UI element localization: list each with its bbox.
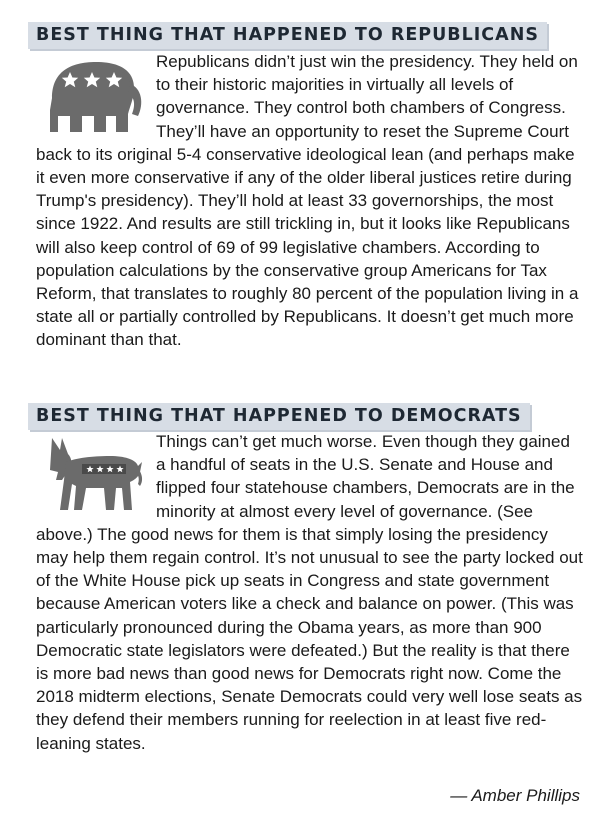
byline: — Amber Phillips (450, 786, 580, 805)
donkey-icon (42, 436, 146, 512)
democrats-heading: BEST THING THAT HAPPENED TO DEMOCRATS (28, 403, 530, 430)
republicans-article (36, 50, 584, 352)
republicans-body-text: Republicans didn’t just win the presidency. They held on to their historic majorities in virtually all levels of governance. They control both chambers of Congress. They’ll have an opportunity to reset the Supreme Court back to its original 5-4 conservative ideological lean (and perhaps make it even more conservative if any of the older liberal justices retire during Trump's presidency). They’ll hold at least 33 governorships, the most since 1922. And results are still trickling in, but it looks like Republicans will also keep control of 69 of 99 legislative chambers. According to population calculations by the conservative group Americans for Tax Reform, that translates to roughly 80 percent of the population living in a state all or partially controlled by Republicans. It doesn’t get much more dominant than that. (36, 52, 579, 350)
democrats-body-text: Things can’t get much worse. Even though they gained a handful of seats in the U.S. Senate and House and flipped four statehouse chambers, Democrats are in the minority at almost every level of governance. (See above.) The good news for them is that simply losing the presidency may help them regain control. It’s not unusual to see the party locked out of the White House pick up seats in Congress and state government because American voters like a check and balance on power. (This was particularly pronounced during the Obama years, as more than 900 Democratic state legislators were defeated.) But the reality is that there is more bad news than good news for Democrats right now. Come the 2018 midterm elections, Senate Democrats could very well lose seats as they defend their members running for reelection in at least five red-leaning states. (36, 432, 583, 753)
republicans-heading: BEST THING THAT HAPPENED TO REPUBLICANS (28, 22, 547, 49)
elephant-icon (42, 54, 146, 134)
democrats-article (36, 430, 584, 755)
